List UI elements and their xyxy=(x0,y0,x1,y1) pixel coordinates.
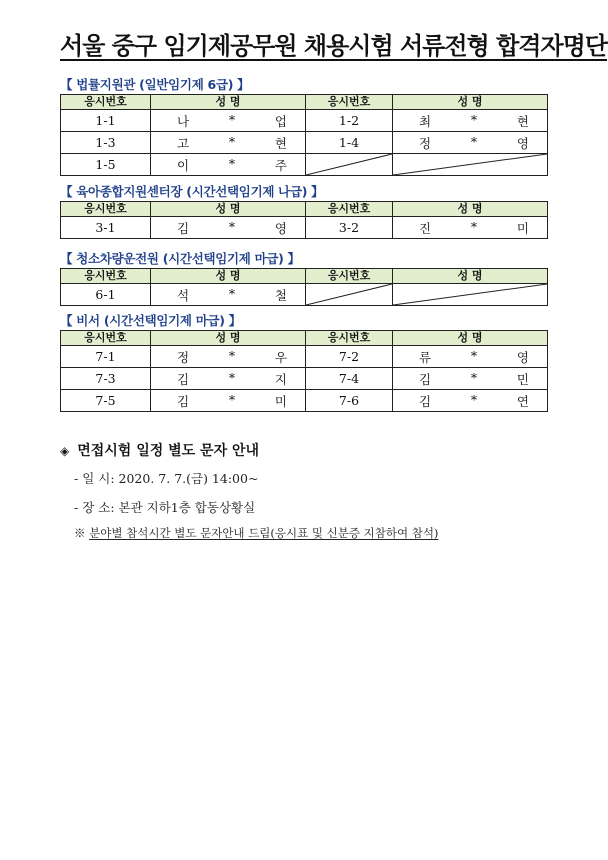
applicant-table xyxy=(60,268,548,306)
header-applicant-number: 응시번호 xyxy=(306,269,393,284)
name-char: 업 xyxy=(274,113,287,129)
place-label: - 장 소: xyxy=(74,500,115,515)
header-name: 성 명 xyxy=(151,269,306,284)
empty-cell xyxy=(306,284,393,306)
name-char: 민 xyxy=(516,371,529,387)
diagonal-line-icon xyxy=(393,284,547,305)
name-char: * xyxy=(228,218,236,234)
applicant-name xyxy=(151,390,306,412)
name-char: 김 xyxy=(419,393,432,409)
name-char: 김 xyxy=(419,371,432,387)
table-header-row xyxy=(61,202,548,217)
applicant-name xyxy=(393,346,548,368)
header-name: 성 명 xyxy=(393,202,548,217)
name-char: 주 xyxy=(274,157,287,173)
section-1 xyxy=(60,76,547,176)
header-name: 성 명 xyxy=(393,269,548,284)
name-char: 이 xyxy=(177,157,190,173)
table-header-row xyxy=(61,95,548,110)
header-name: 성 명 xyxy=(393,95,548,110)
name-char: 현 xyxy=(274,135,287,151)
name-char: 미 xyxy=(516,220,529,236)
header-name: 성 명 xyxy=(151,95,306,110)
name-char: * xyxy=(228,111,236,127)
applicant-number: 1-4 xyxy=(306,132,393,154)
name-char: 진 xyxy=(419,220,432,236)
applicant-name xyxy=(151,284,306,306)
applicant-number: 3-2 xyxy=(306,217,393,239)
name-char: * xyxy=(228,133,236,149)
applicant-number: 3-1 xyxy=(61,217,151,239)
date-label: - 일 시: xyxy=(74,471,115,486)
applicant-number: 7-3 xyxy=(61,368,151,390)
name-char: * xyxy=(228,369,236,385)
table-row xyxy=(61,368,548,390)
table-row xyxy=(61,110,548,132)
name-char: 철 xyxy=(274,287,287,303)
name-char: 김 xyxy=(177,220,190,236)
name-char: 미 xyxy=(274,393,287,409)
name-char: 석 xyxy=(177,287,190,303)
applicant-table xyxy=(60,94,548,176)
interview-place xyxy=(74,498,574,516)
header-applicant-number: 응시번호 xyxy=(61,95,151,110)
applicant-table xyxy=(60,330,548,412)
name-char: * xyxy=(470,391,478,407)
applicant-name xyxy=(393,110,548,132)
note-text: 분야별 참석시간 별도 문자안내 드림(응시표 및 신분증 지참하여 참석) xyxy=(89,526,439,540)
name-char: 우 xyxy=(274,349,287,365)
applicant-number: 1-5 xyxy=(61,154,151,176)
interview-note xyxy=(74,525,574,541)
table-row xyxy=(61,217,548,239)
section-heading: 【 육아종합지원센터장 (시간선택임기제 나급) 】 xyxy=(60,184,324,199)
header-name: 성 명 xyxy=(151,202,306,217)
applicant-number: 7-2 xyxy=(306,346,393,368)
date-value: 2020. 7. 7.(금) 14:00~ xyxy=(118,471,259,486)
empty-cell xyxy=(393,154,548,176)
empty-cell xyxy=(306,154,393,176)
name-char: 정 xyxy=(419,135,432,151)
name-char: 정 xyxy=(177,349,190,365)
name-char: * xyxy=(470,218,478,234)
name-char: 김 xyxy=(177,371,190,387)
section-heading: 【 청소차량운전원 (시간선택임기제 마급) 】 xyxy=(60,251,300,266)
header-applicant-number: 응시번호 xyxy=(61,202,151,217)
applicant-number: 1-3 xyxy=(61,132,151,154)
applicant-number: 1-2 xyxy=(306,110,393,132)
header-name: 성 명 xyxy=(393,331,548,346)
diamond-bullet-icon: ◈ xyxy=(60,444,70,458)
table-row xyxy=(61,132,548,154)
page-title: 서울 중구 임기제공무원 채용시험 서류전형 합격자명단 xyxy=(60,32,608,60)
place-value: 본관 지하1층 합동상황실 xyxy=(118,500,256,515)
applicant-name xyxy=(151,368,306,390)
section-heading: 【 비서 (시간선택임기제 마급) 】 xyxy=(60,313,241,328)
section-heading: 【 법률지원관 (일반임기제 6급) 】 xyxy=(60,77,250,92)
name-char: * xyxy=(470,133,478,149)
name-char: * xyxy=(228,155,236,171)
applicant-number: 7-4 xyxy=(306,368,393,390)
interview-title: 면접시험 일정 별도 문자 안내 xyxy=(77,443,260,459)
applicant-name xyxy=(151,217,306,239)
applicant-number: 6-1 xyxy=(61,284,151,306)
name-char: * xyxy=(228,391,236,407)
diagonal-line-icon xyxy=(306,154,392,175)
name-char: 영 xyxy=(516,135,529,151)
name-char: 최 xyxy=(419,113,432,129)
applicant-name xyxy=(393,217,548,239)
table-header-row xyxy=(61,331,548,346)
name-char: 김 xyxy=(177,393,190,409)
table-row xyxy=(61,154,548,176)
name-char: 연 xyxy=(516,393,529,409)
header-applicant-number: 응시번호 xyxy=(306,95,393,110)
applicant-name xyxy=(151,346,306,368)
applicant-number: 7-5 xyxy=(61,390,151,412)
name-char: * xyxy=(470,369,478,385)
table-row xyxy=(61,284,548,306)
name-char: 지 xyxy=(274,371,287,387)
applicant-name xyxy=(393,368,548,390)
header-applicant-number: 응시번호 xyxy=(61,331,151,346)
name-char: 나 xyxy=(177,113,190,129)
name-char: 고 xyxy=(177,135,190,151)
name-char: 영 xyxy=(274,220,287,236)
table-row xyxy=(61,390,548,412)
table-header-row xyxy=(61,269,548,284)
table-row xyxy=(61,346,548,368)
name-char: 류 xyxy=(419,349,432,365)
empty-cell xyxy=(393,284,548,306)
applicant-name xyxy=(151,154,306,176)
header-applicant-number: 응시번호 xyxy=(306,202,393,217)
name-char: 현 xyxy=(516,113,529,129)
section-2 xyxy=(60,183,547,239)
applicant-name xyxy=(151,110,306,132)
name-char: * xyxy=(470,347,478,363)
section-3 xyxy=(60,250,547,306)
name-char: 영 xyxy=(516,349,529,365)
diagonal-line-icon xyxy=(306,284,392,305)
section-4 xyxy=(60,312,547,412)
header-applicant-number: 응시번호 xyxy=(61,269,151,284)
applicant-name xyxy=(393,132,548,154)
diagonal-line-icon xyxy=(393,154,547,175)
applicant-number: 1-1 xyxy=(61,110,151,132)
name-char: * xyxy=(228,347,236,363)
interview-date xyxy=(74,469,574,487)
header-applicant-number: 응시번호 xyxy=(306,331,393,346)
header-name: 성 명 xyxy=(151,331,306,346)
applicant-name xyxy=(151,132,306,154)
note-mark: ※ xyxy=(74,526,86,540)
applicant-number: 7-6 xyxy=(306,390,393,412)
name-char: * xyxy=(228,285,236,301)
applicant-name xyxy=(393,390,548,412)
interview-heading xyxy=(60,440,560,460)
applicant-number: 7-1 xyxy=(61,346,151,368)
name-char: * xyxy=(470,111,478,127)
applicant-table xyxy=(60,201,548,239)
